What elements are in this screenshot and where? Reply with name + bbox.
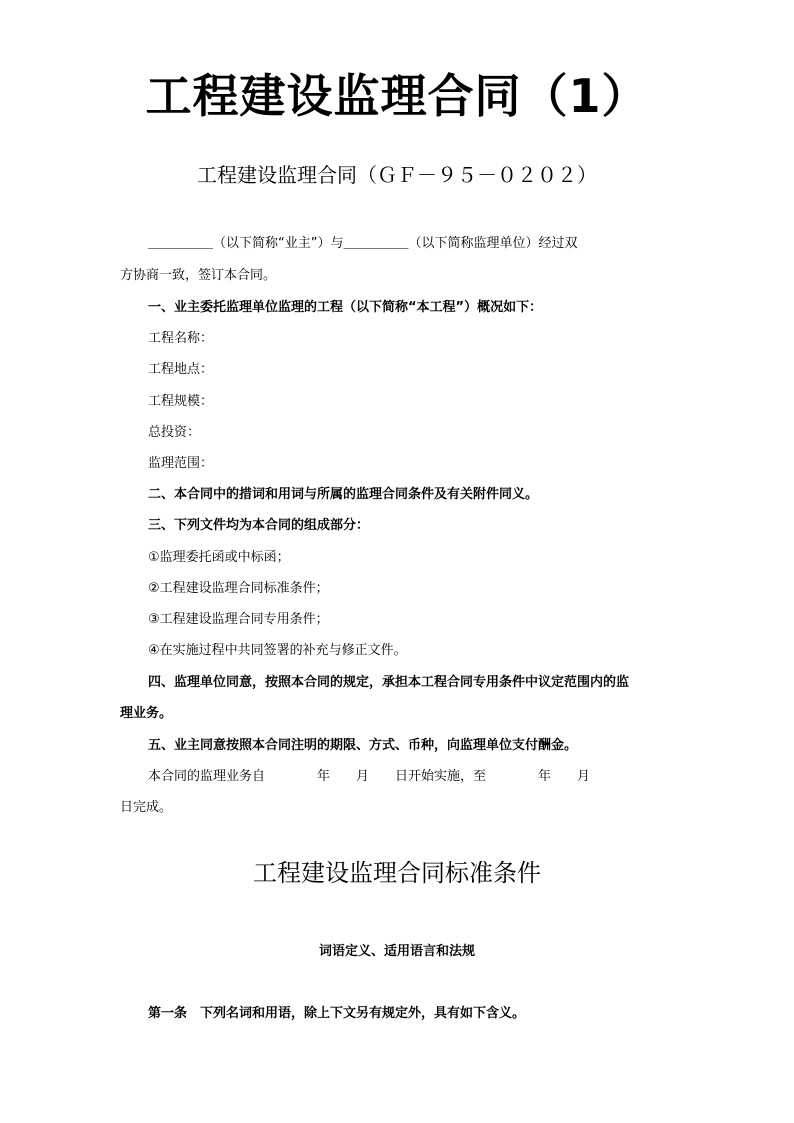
- term-line-1: 本合同的监理业务自 年 月 日开始实施，至 年 月: [148, 769, 591, 784]
- document-item-3: ③工程建设监理合同专用条件；: [148, 612, 329, 627]
- clause-3-heading: 三、下列文件均为本合同的组成部分：: [148, 518, 370, 533]
- clause-4-line-2: 理业务。: [120, 706, 173, 721]
- document-title: 工程建设监理合同（1）: [145, 69, 649, 123]
- section-title: 词语定义、适用语言和法规: [318, 944, 475, 959]
- standard-conditions-title: 工程建设监理合同标准条件: [253, 859, 541, 887]
- field-project-scale: 工程规模：: [148, 394, 214, 409]
- clause-2: 二、本合同中的措词和用词与所属的监理合同条件及有关附件同义。: [148, 487, 539, 502]
- field-supervision-scope: 监理范围：: [148, 456, 214, 471]
- clause-4-line-1: 四、监理单位同意，按照本合同的规定，承担本工程合同专用条件中议定范围内的监: [148, 675, 630, 690]
- field-project-name: 工程名称：: [148, 331, 214, 346]
- article-1: 第一条 下列名词和用语，除上下文另有规定外，具有如下含义。: [148, 1006, 526, 1021]
- field-project-location: 工程地点：: [148, 362, 214, 377]
- term-line-2: 日完成。: [120, 800, 173, 815]
- field-total-investment: 总投资：: [148, 425, 201, 440]
- document-subtitle: 工程建设监理合同（ＧＦ－９５－０２０２）: [197, 163, 597, 187]
- document-item-1: ①监理委托函或中标函；: [148, 550, 290, 565]
- intro-line-1: ＿＿＿＿＿（以下简称“业主”）与＿＿＿＿＿（以下简称监理单位）经过双: [148, 236, 578, 251]
- clause-5: 五、业主同意按照本合同注明的期限、方式、币种，向监理单位支付酬金。: [148, 738, 578, 753]
- document-item-4: ④在实施过程中共同签署的补充与修正文件。: [148, 643, 407, 658]
- document-item-2: ②工程建设监理合同标准条件；: [148, 581, 329, 596]
- intro-line-2: 方协商一致，签订本合同。: [120, 268, 277, 283]
- clause-1-heading: 一、业主委托监理单位监理的工程（以下简称“本工程”）概况如下：: [148, 300, 543, 315]
